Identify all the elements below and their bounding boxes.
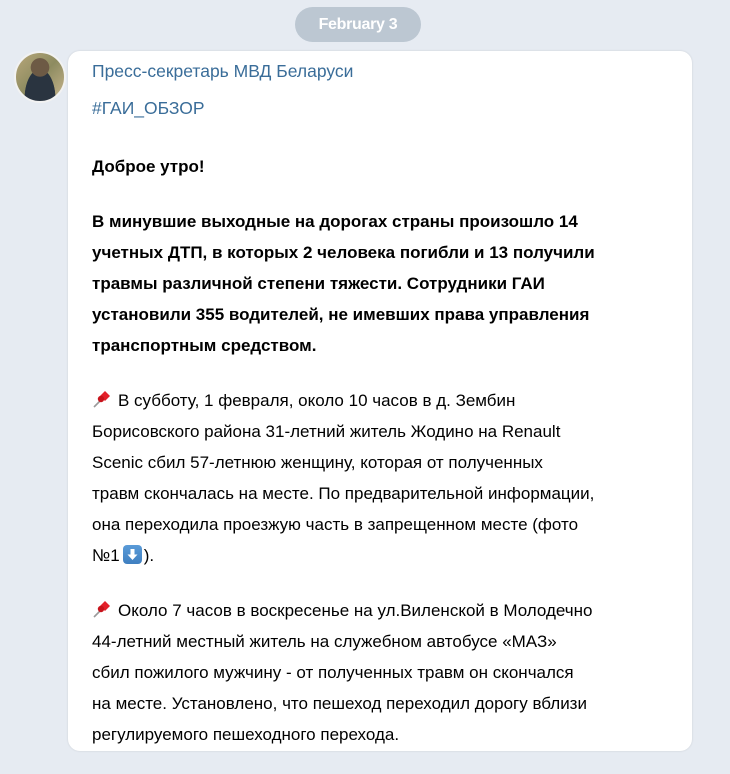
greeting: Доброе утро! [92,157,205,176]
author-name[interactable]: Пресс-секретарь МВД Беларуси [92,61,354,81]
pushpin-icon [92,598,112,618]
date-separator: February 3 [295,7,421,42]
avatar[interactable] [14,51,66,103]
message-bubble [68,51,692,751]
down-arrow-icon [123,545,142,564]
pushpin-icon [92,388,112,408]
summary-paragraph: В минувшие выходные на дорогах страны произошло 14 учетных ДТП, в которых 2 человека погибли и 13 получили травмы различной степени тяжести. Сотрудники ГАИ установили 355 водителей, не имевших права управления транспортным средством. [92,212,595,355]
incident-paragraph-2: Около 7 часов в воскресенье на ул.Виленской в Молодечно 44-летний местный житель на служебном автобусе «МАЗ» сбил пожилого мужчину - от полученных травм он скончался на месте. Установлено, что пешеход переходил дорогу вблизи регулируемого пешеходного перехода. [92,595,692,750]
incident-paragraph-1: В субботу, 1 февраля, около 10 часов в д. Зембин Борисовского района 31-летний житель Жодино на Renault Scenic сбил 57-летнюю женщину, которая от полученных травм скончалась на месте. По предварительной информации, она переходила проезжую часть в запрещенном месте (фото №1 ). [92,385,692,571]
hashtag-link[interactable]: #ГАИ_ОБЗОР [92,98,205,118]
message-text [92,151,692,774]
